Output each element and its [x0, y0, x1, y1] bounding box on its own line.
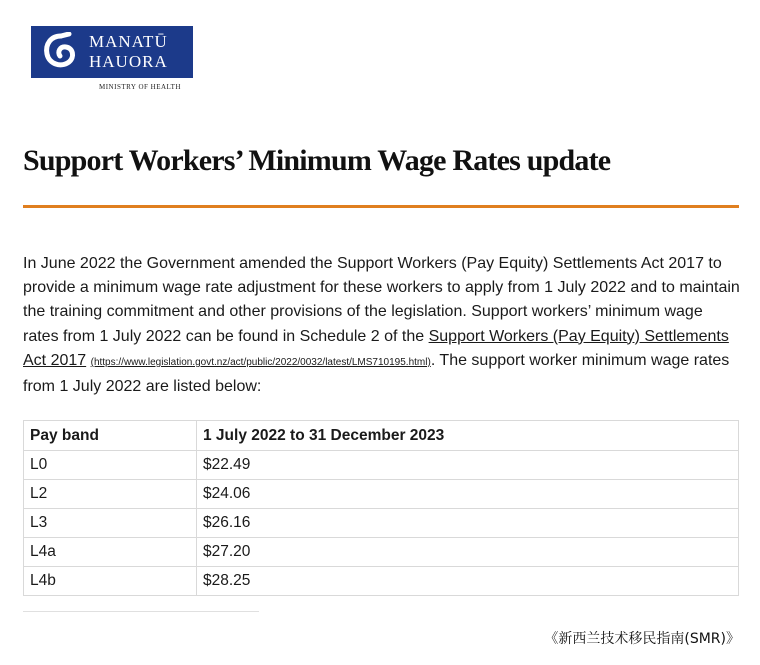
logo-line-1: MANATŪ: [89, 32, 168, 51]
page-title: Support Workers’ Minimum Wage Rates update: [23, 144, 611, 177]
rate-cell: $22.49: [197, 451, 739, 480]
ministry-logo: [31, 26, 193, 91]
table-row: [24, 538, 739, 567]
logo-box: [31, 26, 193, 78]
intro-text-after: . The support worker minimum wage rates from 1 July 2022 are listed below:: [23, 351, 730, 396]
logo-line-2: HAUORA: [89, 52, 168, 71]
pay-band-cell: L4a: [24, 538, 197, 567]
intro-text-before: In June 2022 the Government amended the Support Workers (Pay Equity) Settlements Act 2017 to provide a minimum wage rate adjustment for these workers to apply from 1 July 2022 and to maintain the training commitment and other provisions of the legislation. Support workers’ minimum wage rates from 1 July 2022 can be found in Schedule 2 of the: [23, 255, 740, 345]
table-row: [24, 480, 739, 509]
footer-divider: [23, 611, 259, 612]
rate-cell: $24.06: [197, 480, 739, 509]
table-header-row: [24, 421, 739, 451]
header-period: 1 July 2022 to 31 December 2023: [197, 421, 739, 451]
pay-band-cell: L3: [24, 509, 197, 538]
legislation-link[interactable]: Support Workers (Pay Equity) Settlements Act 2017: [23, 327, 729, 369]
pay-band-cell: L4b: [24, 567, 197, 596]
pay-band-cell: L0: [24, 451, 197, 480]
intro-paragraph: [23, 252, 741, 399]
logo-subtitle: MINISTRY OF HEALTH: [99, 83, 181, 91]
header-pay-band: Pay band: [24, 421, 197, 451]
rate-cell: $26.16: [197, 509, 739, 538]
legislation-url[interactable]: (https://www.legislation.govt.nz/act/public/2022/0032/latest/LMS710195.html): [90, 356, 431, 368]
source-credit: 《新西兰技术移民指南(SMR)》: [544, 631, 740, 647]
table-row: [24, 451, 739, 480]
wage-rates-table: [23, 420, 739, 596]
koru-logo-icon: [39, 32, 83, 72]
table-row: [24, 509, 739, 538]
pay-band-cell: L2: [24, 480, 197, 509]
table-row: [24, 567, 739, 596]
rate-cell: $27.20: [197, 538, 739, 567]
rate-cell: $28.25: [197, 567, 739, 596]
logo-wordmark: [89, 32, 168, 72]
title-divider: [23, 205, 739, 208]
